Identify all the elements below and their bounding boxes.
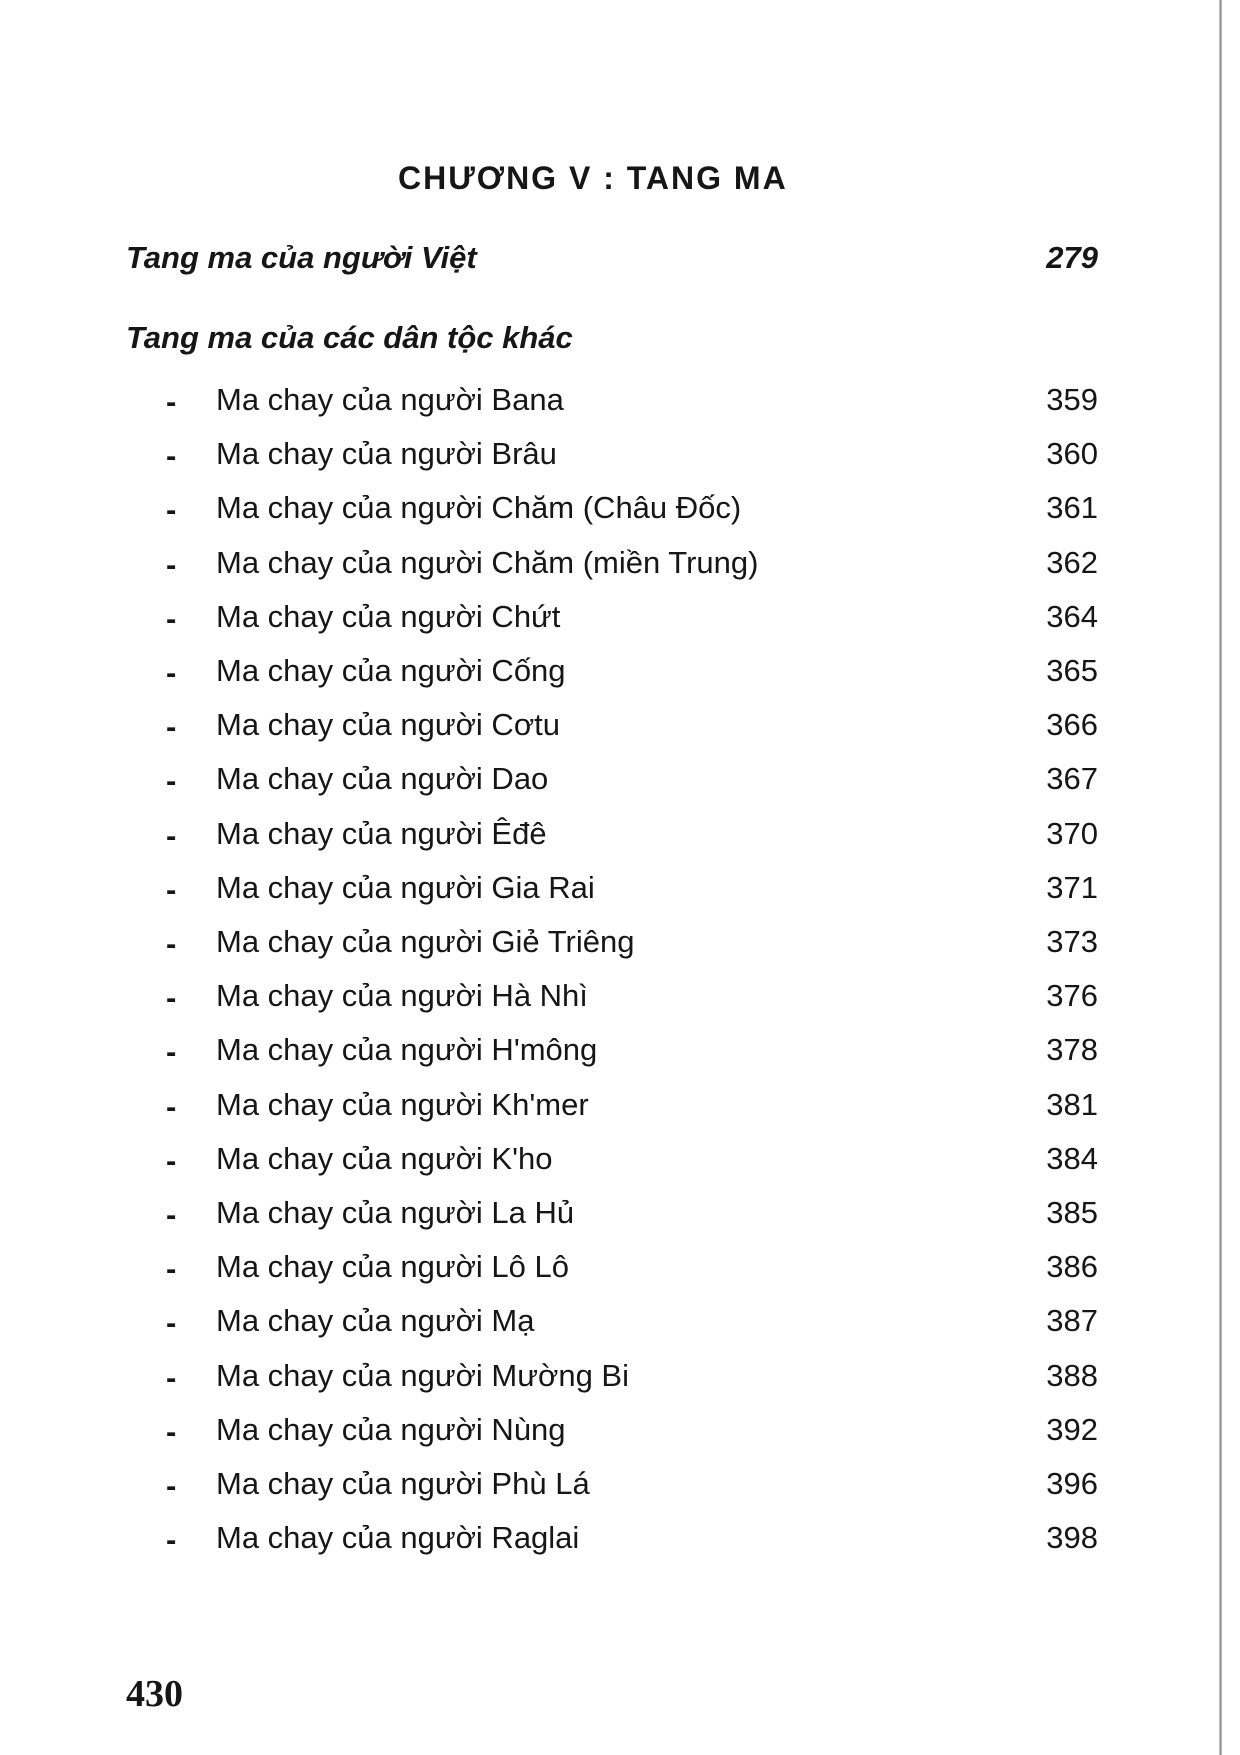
list-bullet: -: [166, 926, 177, 961]
entry-title: Ma chay của người Hà Nhì: [216, 978, 588, 1014]
toc-entry: [0, 545, 1240, 599]
list-bullet: -: [166, 1088, 177, 1124]
toc-entry: [0, 436, 1240, 490]
toc-entry: [0, 761, 1240, 815]
list-bullet: -: [166, 980, 177, 1016]
entry-page-number: 386: [1046, 1249, 1098, 1285]
toc-entry: [0, 382, 1240, 436]
section-title: Tang ma của người Việt: [126, 240, 477, 275]
entry-page-number: 359: [1046, 382, 1098, 417]
entry-page-number: 370: [1046, 815, 1098, 851]
list-bullet: -: [166, 1305, 177, 1341]
list-bullet: -: [166, 1413, 177, 1449]
entry-page-number: 365: [1046, 653, 1098, 688]
toc-entry: [0, 490, 1240, 544]
entry-page-number: 362: [1046, 544, 1098, 580]
toc-entry: [0, 1032, 1240, 1086]
list-bullet: -: [166, 438, 177, 474]
entry-title: Ma chay của người Êđê: [216, 815, 547, 851]
toc-entry: [0, 1412, 1240, 1466]
toc-entry: [0, 870, 1240, 924]
toc-entry: [0, 1087, 1240, 1141]
entry-title: Ma chay của người Raglai: [216, 1520, 580, 1556]
entry-title: Ma chay của người Gia Rai: [216, 869, 595, 905]
entry-title: Ma chay của người Chăm (miền Trung): [216, 544, 759, 580]
entry-title: Ma chay của người Dao: [216, 761, 549, 797]
entry-title: Ma chay của người Mường Bi: [216, 1357, 629, 1393]
entry-title: Ma chay của người Phù Lá: [216, 1466, 590, 1501]
entry-title: Ma chay của người Cống: [216, 653, 566, 688]
entry-title: Ma chay của người K'ho: [216, 1140, 553, 1176]
toc-entry: [0, 1141, 1240, 1195]
entry-title: Ma chay của người La Hủ: [216, 1195, 575, 1230]
entry-page-number: 392: [1046, 1411, 1098, 1447]
entry-page-number: 388: [1046, 1357, 1098, 1393]
entry-title: Ma chay của người Giẻ Triêng: [216, 924, 635, 959]
toc-entry: [0, 653, 1240, 707]
toc-entry: [0, 1466, 1240, 1520]
entry-title: Ma chay của người Chứt: [216, 598, 561, 634]
list-bullet: -: [166, 1142, 177, 1178]
chapter-title: CHƯƠNG V : TANG MA: [398, 160, 788, 196]
toc-entry: [0, 978, 1240, 1032]
entry-title: Ma chay của người H'mông: [216, 1032, 598, 1068]
section-title: Tang ma của các dân tộc khác: [126, 320, 573, 355]
entry-page-number: 387: [1046, 1303, 1098, 1339]
toc-entry: [0, 1303, 1240, 1357]
entry-page-number: 360: [1046, 436, 1098, 472]
section-page-number: 279: [1046, 240, 1098, 275]
section-heading: [126, 240, 1098, 276]
entry-title: Ma chay của người Nùng: [216, 1411, 566, 1447]
list-bullet: -: [166, 1034, 177, 1070]
list-bullet: -: [166, 817, 177, 853]
list-bullet: -: [166, 1251, 177, 1287]
entry-page-number: 396: [1046, 1466, 1098, 1501]
entry-page-number: 381: [1046, 1086, 1098, 1122]
list-bullet: -: [166, 1359, 177, 1395]
entry-title: Ma chay của người Brâu: [216, 436, 557, 472]
entry-title: Ma chay của người Bana: [216, 382, 564, 417]
entry-title: Ma chay của người Kh'mer: [216, 1086, 589, 1122]
toc-entry: [0, 599, 1240, 653]
toc-entry: [0, 1358, 1240, 1412]
entry-page-number: 371: [1046, 869, 1098, 905]
entry-page-number: 385: [1046, 1195, 1098, 1230]
list-bullet: -: [166, 492, 177, 528]
list-bullet: -: [166, 763, 177, 799]
toc-entry: [0, 707, 1240, 761]
toc-entry: [0, 816, 1240, 870]
list-bullet: -: [166, 546, 177, 582]
list-bullet: -: [166, 600, 177, 636]
list-bullet: -: [166, 384, 177, 419]
entry-title: Ma chay của người Lô Lô: [216, 1249, 570, 1285]
list-bullet: -: [166, 871, 177, 907]
entry-page-number: 361: [1046, 490, 1098, 526]
entry-page-number: 366: [1046, 707, 1098, 743]
toc-entry: [0, 1195, 1240, 1249]
page-number: 430: [126, 1673, 183, 1715]
entry-page-number: 384: [1046, 1140, 1098, 1176]
list-bullet: -: [166, 1468, 177, 1503]
entry-title: Ma chay của người Cơtu: [216, 707, 560, 743]
entry-title: Ma chay của người Chăm (Châu Đốc): [216, 490, 742, 526]
list-bullet: -: [166, 655, 177, 690]
toc-entry: [0, 924, 1240, 978]
entry-title: Ma chay của người Mạ: [216, 1303, 535, 1339]
entry-page-number: 367: [1046, 761, 1098, 797]
list-bullet: -: [166, 1522, 177, 1558]
section-heading: [126, 320, 1098, 356]
entry-page-number: 398: [1046, 1520, 1098, 1556]
toc-entry: [0, 1249, 1240, 1303]
list-bullet: -: [166, 1197, 177, 1232]
toc-entry: [0, 1520, 1240, 1574]
entry-page-number: 373: [1046, 924, 1098, 959]
entry-page-number: 376: [1046, 978, 1098, 1014]
entry-page-number: 364: [1046, 598, 1098, 634]
list-bullet: -: [166, 709, 177, 745]
entry-page-number: 378: [1046, 1032, 1098, 1068]
